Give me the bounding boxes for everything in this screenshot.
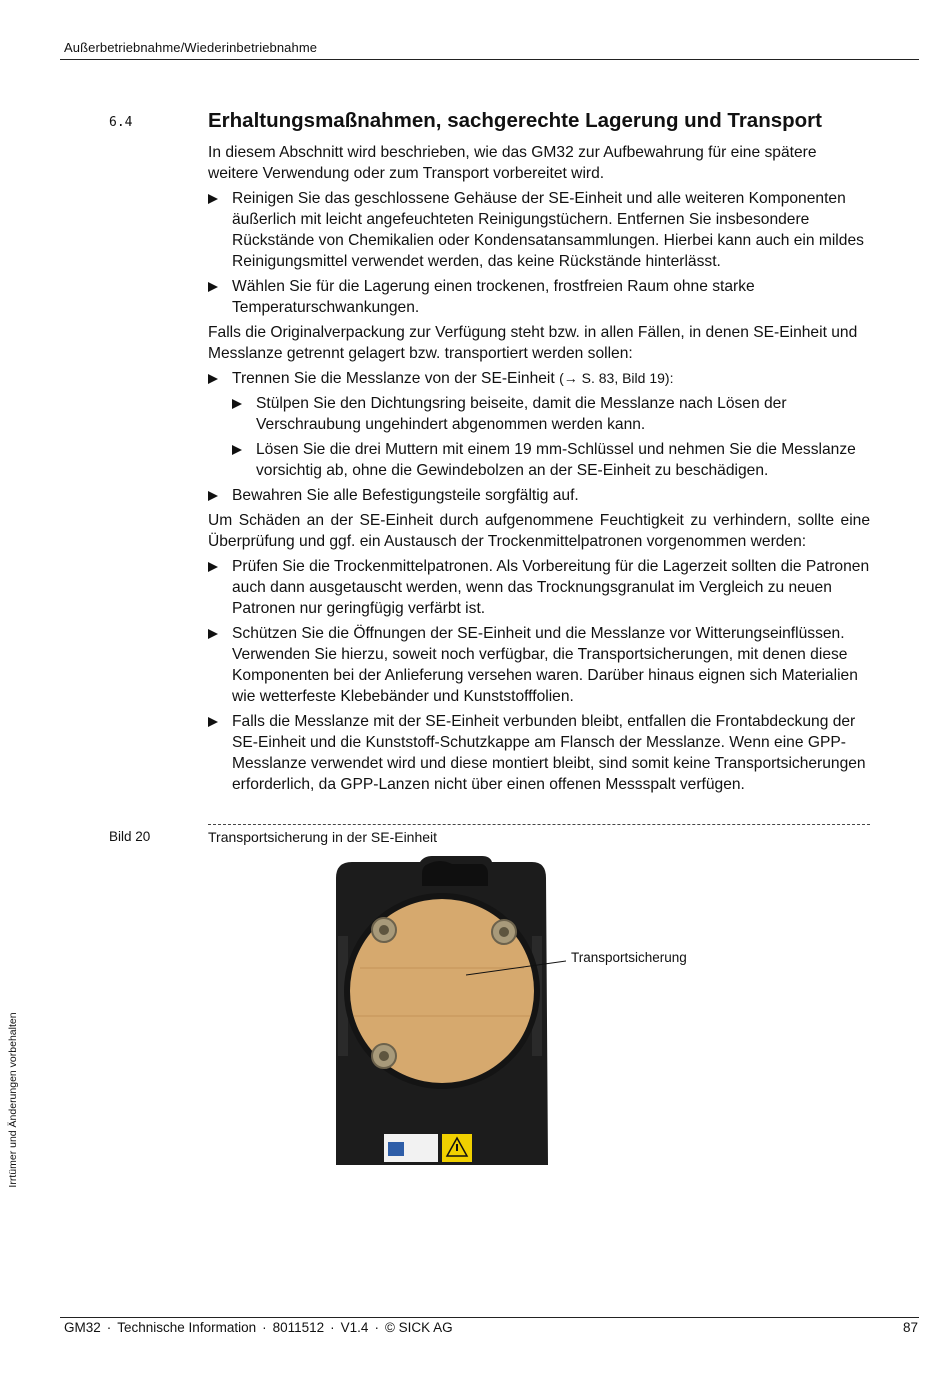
section-number: 6.4: [109, 115, 133, 130]
footer-separator: ·: [374, 1320, 379, 1335]
list-item: [208, 556, 870, 619]
step-check-cartridges: Prüfen Sie die Trockenmittelpatronen. Als Vorbereitung für die Lagerzeit sollten die Patronen auch dann ausgetauscht werden, wenn das Trocknungsgranulat im Vergleich zu neuen Patronen nur geringfügig verfärbt ist.: [232, 558, 870, 617]
moisture-paragraph: Um Schäden an der SE-Einheit durch aufgenommene Feuchtigkeit zu verhindern, sollte eine Überprüfung und ggf. ein Austausch der Trockenmittelpatronen vorgenommen werden:: [208, 512, 870, 550]
list-item: [208, 711, 870, 795]
arrow-bullet-icon: [232, 399, 242, 409]
footer-separator: ·: [330, 1320, 335, 1335]
footer: [64, 1320, 453, 1335]
footer-separator: ·: [262, 1320, 267, 1335]
footer-copyright: © SICK AG: [384, 1320, 453, 1335]
body-text: [208, 142, 870, 799]
side-disclaimer: Irrtümer und Änderungen vorbehalten: [7, 1012, 19, 1188]
list-item: [208, 188, 870, 272]
sub-list-item: [232, 393, 870, 435]
list-item: [208, 368, 870, 389]
figure-separator: [208, 824, 870, 825]
substep-nuts: Lösen Sie die drei Muttern mit einem 19 mm-Schlüssel und nehmen Sie die Messlanze vorsichtig ab, ohne die Gewindebolzen an der SE-Einheit zu beschädigen.: [256, 441, 856, 479]
list-item: [208, 276, 870, 318]
figure-caption: Transportsicherung in der SE-Einheit: [208, 829, 438, 845]
arrow-bullet-icon: [208, 374, 218, 384]
step-protect-openings: Schützen Sie die Öffnungen der SE-Einheit und die Messlanze vor Witterungseinflüssen. Verwenden Sie hierzu, soweit noch verfügbar, die Transportsicherungen, mit denen diese Komponenten bei der Anlieferung versehen waren. Darüber hinaus eignen sich Materialien wie wetterfeste Klebebänder und Kunststofffolien.: [232, 625, 858, 705]
bolt-top-right-icon: [492, 920, 516, 944]
se-unit-photo: [332, 856, 548, 1165]
separate-storage-paragraph: Falls die Originalverpackung zur Verfügung steht bzw. in allen Fällen, in denen SE-Einheit und Messlanze getrennt gelagert bzw. transportiert werden sollen:: [208, 324, 858, 362]
arrow-bullet-icon: [208, 282, 218, 292]
sub-list-item: [232, 439, 870, 481]
figure-number: Bild 20: [109, 829, 151, 844]
arrow-bullet-icon: [232, 445, 242, 455]
running-header: Außerbetriebnahme/Wiederinbetriebnahme: [64, 40, 318, 55]
callout-label: Transportsicherung: [571, 950, 687, 965]
bolt-bottom-left-icon: [372, 1044, 396, 1068]
arrow-bullet-icon: [208, 194, 218, 204]
footer-separator: ·: [106, 1320, 112, 1335]
cross-reference-link[interactable]: (→ S. 83, Bild 19):: [559, 370, 674, 386]
step-keep-parts: Bewahren Sie alle Befestigungsteile sorgfältig auf.: [232, 487, 579, 504]
list-item: [208, 485, 870, 506]
arrow-bullet-icon: [208, 629, 218, 639]
intro-paragraph: In diesem Abschnitt wird beschrieben, wie das GM32 zur Aufbewahrung für eine spätere weitere Verwendung oder zum Transport vorbereitet wird.: [208, 144, 817, 182]
footer-product: GM32: [64, 1320, 101, 1335]
arrow-bullet-icon: [208, 491, 218, 501]
list-item: [208, 623, 870, 707]
footer-doc-type: Technische Information: [117, 1320, 257, 1335]
header-rule: [60, 59, 919, 60]
step-clean: Reinigen Sie das geschlossene Gehäuse der SE-Einheit und alle weiteren Komponenten äußerlich mit leicht angefeuchteten Reinigungstüchern. Entfernen Sie insbesondere Rückstände von Chemikalien oder Kondensatansammlungen. Hierbei kann auch ein mildes Reinigungsmittel verwendet werden, das keine Rückstände hinterlässt.: [232, 190, 864, 270]
step-lance-connected: Falls die Messlanze mit der SE-Einheit verbunden bleibt, entfallen die Frontabdeckung der SE-Einheit und die Kunststoff-Schutzkappe am Flansch der Messlanze. Wenn eine GPP-Messlanze verwendet wird und diese montiert bleibt, sind somit keine Transportsicherungen erforderlich, da GPP-Lanzen nicht über einen offenen Messspalt verfügen.: [232, 713, 866, 793]
step-storage-room: Wählen Sie für die Lagerung einen trockenen, frostfreien Raum ohne starke Temperaturschwankungen.: [232, 278, 755, 316]
bolt-top-left-icon: [372, 918, 396, 942]
page-number: 87: [902, 1320, 918, 1335]
section-title: Erhaltungsmaßnahmen, sachgerechte Lagerung und Transport: [208, 109, 822, 132]
footer-version: V1.4: [340, 1320, 369, 1335]
footer-doc-number: 8011512: [272, 1320, 325, 1335]
step-separate-lance: Trennen Sie die Messlanze von der SE-Einheit: [232, 370, 555, 387]
footer-rule: [60, 1317, 919, 1318]
callout-leader-line: [466, 960, 566, 976]
arrow-bullet-icon: [208, 717, 218, 727]
arrow-bullet-icon: [208, 562, 218, 572]
substep-sealing-ring: Stülpen Sie den Dichtungsring beiseite, damit die Messlanze nach Lösen der Verschraubung ungehindert abgenommen werden kann.: [256, 395, 787, 433]
